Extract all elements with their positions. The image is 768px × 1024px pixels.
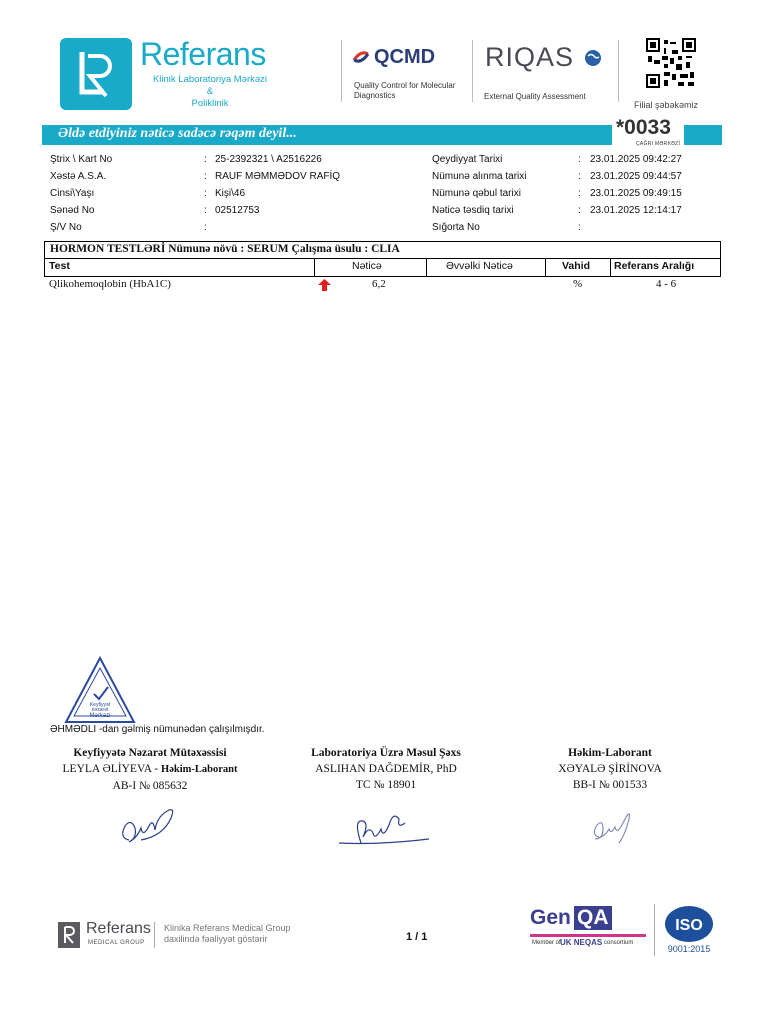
info-value: 23.01.2025 09:42:27 [590,154,682,165]
filial-network-label: Filial şəbəkəmiz [634,100,699,110]
test-name: Qlikohemoqlobin (HbA1C) [49,278,171,290]
page-number: 1 / 1 [406,931,428,943]
qr-code-icon [646,38,696,88]
brand-name: Referans [140,36,266,72]
signer-name-line: LEYLA ƏLİYEVA - Həkim-Laborant [62,763,238,775]
footer-brand: Referans [86,920,151,937]
info-label: Sənəd No [50,205,95,216]
svg-text:Keyfiyyət: Keyfiyyət [89,702,111,708]
info-colon: : [578,154,581,165]
info-label: Ş/V No [50,222,82,233]
info-value: 02512753 [215,205,260,216]
info-value: RAUF MƏMMƏDOV RAFİQ [215,171,341,182]
riqas-subtitle: External Quality Assessment [484,92,586,101]
svg-text:9001:2015: 9001:2015 [667,944,711,954]
quality-stamp-icon [64,656,136,724]
footer-brand-sub: MEDICAL GROUP [88,940,145,946]
signature-image [555,799,665,855]
column-header-unit: Vahid [562,260,591,272]
info-label: Ştrix \ Kart No [50,154,113,165]
column-separator [610,259,611,277]
brand-subtitle: Klinik Laboratoriya Mərkəzi & Poliklinik [152,74,268,109]
info-colon: : [204,222,207,233]
footer-note: Klinika Referans Medical Group daxilində fəaliyyət göstərir [164,923,291,944]
info-label: Nümunə alınma tarixi [432,171,527,182]
column-header-test: Test [49,260,70,272]
info-label: Cinsi\Yaşı [50,188,95,199]
svg-text:Mərkəzi: Mərkəzi [89,713,111,719]
signer-id: BB-I № 001533 [572,779,648,791]
column-header-previous: Əvvəlki Nəticə [446,260,513,272]
call-center-number: *0033 [616,116,671,139]
column-header-reference: Referans Aralığı [614,260,695,272]
info-value: 23.01.2025 09:44:57 [590,171,682,182]
table-divider [44,276,721,277]
sample-origin-note: ƏHMƏDLI -dan gəlmiş nümunədən çalışılmışdır. [50,724,265,735]
info-colon: : [578,205,581,216]
svg-text:ISO: ISO [675,917,703,934]
genqa-logo: Gen QA Member of UK NEQAS consortium [530,906,646,956]
call-center-label: ÇAĞRI MƏRKƏZİ [636,141,681,147]
qcmd-subtitle: Quality Control for Molecular Diagnostics [354,81,456,100]
info-colon: : [204,188,207,199]
high-flag-arrow-icon [318,278,331,290]
signature-block [510,745,710,860]
qcmd-logo: QCMD [374,46,436,68]
info-label: Xəstə A.S.A. [50,171,107,182]
test-reference: 4 - 6 [656,278,677,290]
info-label: Nəticə təsdiq tarixi [432,205,514,216]
footer-divider [654,904,655,956]
test-unit: % [573,278,583,290]
signer-id: TC № 18901 [355,779,417,791]
qcmd-icon [352,48,370,66]
slogan-text: Əldə etdiyiniz nəticə sadəcə rəqəm deyil... [58,126,297,141]
signer-title: Keyfiyyətə Nəzarət Mütəxəssisi [73,747,227,759]
svg-text:nəzarət: nəzarət [91,707,109,713]
info-colon: : [578,188,581,199]
column-separator [545,259,546,277]
header-divider [618,40,619,102]
signer-name: ASLIHAN DAĞDEMİR, PhD [315,763,457,775]
globe-icon [583,48,603,68]
footer-divider [154,922,155,948]
header-divider [341,40,342,102]
signature-image [331,799,441,855]
signature-image [95,800,205,856]
signature-block [50,745,250,861]
signature-block [286,745,486,860]
info-colon: : [578,222,581,233]
test-result: 6,2 [372,278,386,290]
signer-id: AB-I № 085632 [112,780,188,792]
column-header-result: Nəticə [352,260,382,272]
info-colon: : [204,171,207,182]
column-separator [314,259,315,277]
info-value: Kişi\46 [215,188,246,199]
referans-footer-logo-icon [58,922,80,948]
header-divider [472,40,473,102]
info-label: Sığorta No [432,222,480,233]
info-value: 23.01.2025 12:14:17 [590,205,682,216]
table-divider [44,258,721,259]
referans-logo-icon [60,38,132,110]
info-colon: : [578,171,581,182]
info-label: Nümunə qəbul tarixi [432,188,521,199]
info-colon: : [204,205,207,216]
info-value: 23.01.2025 09:49:15 [590,188,682,199]
iso-logo [660,904,718,956]
info-colon: : [204,154,207,165]
info-label: Qeydiyyat Tarixi [432,154,503,165]
riqas-logo: RIQAS [485,42,575,72]
signer-title: Laboratoriya Üzrə Məsul Şəxs [311,747,461,759]
signer-name: XƏYALƏ ŞİRİNOVA [558,763,662,775]
info-value: 25-2392321 \ A2516226 [215,154,322,165]
column-separator [426,259,427,277]
signer-title: Həkim-Laborant [568,747,652,759]
results-section-title: HORMON TESTLƏRİ Nümunə növü : SERUM Çalışma üsulu : CLIA [50,243,400,255]
